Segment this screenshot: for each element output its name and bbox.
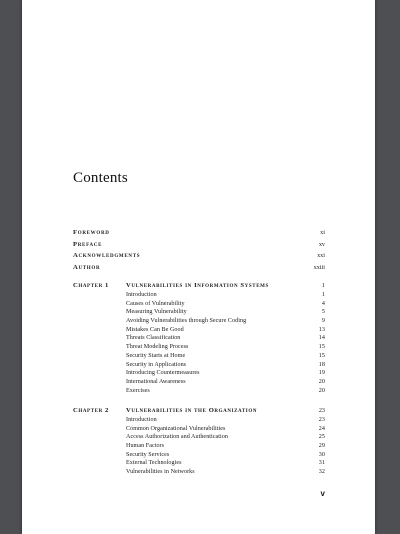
section-title: Exercises — [126, 387, 150, 394]
section-title: External Technologies — [126, 460, 182, 467]
toc-entry-label: Preface — [73, 240, 103, 248]
section-page: 14 — [318, 335, 325, 342]
toc-section[interactable] — [73, 469, 325, 478]
toc-section[interactable] — [73, 292, 325, 301]
toc-entry-author[interactable] — [73, 264, 325, 276]
toc-section[interactable] — [73, 362, 325, 371]
section-title: Security in Applications — [126, 361, 187, 368]
toc-entry-page: xxiii — [313, 263, 325, 271]
section-title: Security Starts at Home — [126, 352, 186, 359]
section-page: 32 — [318, 469, 325, 476]
section-page: 5 — [321, 309, 325, 316]
toc-section[interactable] — [73, 353, 325, 362]
toc-entry-page: xi — [320, 229, 325, 236]
section-page: 20 — [318, 378, 325, 385]
section-title: Introduction — [126, 417, 157, 423]
toc-section[interactable] — [73, 460, 325, 469]
toc-section[interactable] — [73, 417, 325, 426]
chapter-title: Vulnerabilities in the Organization — [126, 407, 258, 414]
document-page — [22, 0, 375, 534]
section-page: 24 — [318, 425, 325, 432]
section-page: 23 — [318, 417, 325, 423]
chapter-heading[interactable] — [73, 282, 325, 292]
section-page: 15 — [318, 352, 325, 359]
toc-section[interactable] — [73, 452, 325, 461]
toc-section[interactable] — [73, 327, 325, 336]
section-page: 19 — [318, 370, 325, 377]
page-number: v — [320, 489, 325, 498]
chapter-page: 23 — [318, 407, 325, 414]
toc-section[interactable] — [73, 434, 325, 443]
page-title: Contents — [73, 170, 128, 186]
chapter-2-block — [73, 407, 325, 478]
section-page: 1 — [321, 292, 325, 298]
chapter-page: 1 — [321, 282, 325, 289]
section-title: Introducing Countermeasures — [126, 370, 200, 377]
section-title: Introduction — [126, 292, 157, 298]
section-title: Causes of Vulnerability — [126, 300, 185, 307]
section-title: International Awareness — [126, 378, 186, 385]
section-page: 4 — [321, 300, 325, 307]
section-title: Security Services — [126, 451, 170, 458]
section-page: 20 — [318, 387, 325, 394]
toc-entry-foreword[interactable] — [73, 229, 325, 241]
section-page: 13 — [318, 326, 325, 333]
section-title: Access Authorization and Authentication — [126, 434, 228, 441]
toc-section[interactable] — [73, 301, 325, 310]
toc-entry-label: Foreword — [73, 229, 110, 236]
toc-section[interactable] — [73, 370, 325, 379]
toc-entry-preface[interactable] — [73, 241, 325, 253]
toc-section[interactable] — [73, 379, 325, 388]
section-title: Vulnerabilities in Networks — [126, 469, 195, 476]
chapter-heading[interactable] — [73, 407, 325, 417]
section-title: Human Factors — [126, 443, 165, 450]
section-page: 30 — [318, 451, 325, 458]
toc-entry-label: Author — [73, 263, 101, 271]
section-title: Mistakes Can Be Good — [126, 326, 184, 333]
toc-section[interactable] — [73, 318, 325, 327]
toc-entry-page: xxi — [317, 252, 325, 259]
chapter-title: Vulnerabilities in Information Systems — [126, 282, 269, 289]
section-page: 15 — [318, 344, 325, 351]
section-title: Common Organizational Vulnerabilities — [126, 425, 226, 432]
toc-section[interactable] — [73, 335, 325, 344]
chapter-1-block — [73, 282, 325, 396]
toc-section[interactable] — [73, 388, 325, 397]
section-title: Threats Classification — [126, 335, 181, 342]
section-title: Threat Modeling Process — [126, 344, 189, 351]
section-page: 29 — [318, 443, 325, 450]
toc-section[interactable] — [73, 309, 325, 318]
toc-section[interactable] — [73, 443, 325, 452]
chapter-label: Chapter 1 — [73, 282, 109, 289]
toc-section[interactable] — [73, 426, 325, 435]
section-page: 25 — [318, 434, 325, 441]
toc-entry-page: xv — [318, 240, 325, 248]
section-title: Measuring Vulnerability — [126, 309, 187, 316]
section-title: Avoiding Vulnerabilities through Secure Coding — [126, 318, 247, 325]
section-page: 31 — [318, 460, 325, 467]
section-page: 9 — [321, 318, 325, 325]
toc-section[interactable] — [73, 344, 325, 353]
toc-entry-acknowledgments[interactable] — [73, 252, 325, 264]
section-page: 18 — [318, 361, 325, 368]
toc-entry-label: Acknowledgments — [73, 252, 141, 259]
front-matter-list — [73, 229, 325, 275]
chapter-label: Chapter 2 — [73, 407, 109, 414]
